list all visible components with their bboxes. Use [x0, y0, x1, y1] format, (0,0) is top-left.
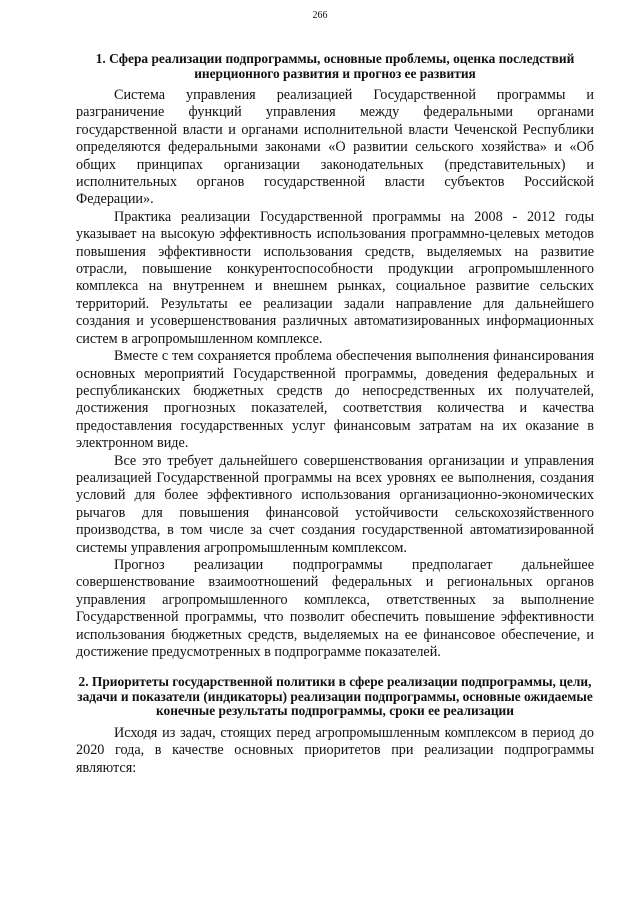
section-1-paragraph-4: Все это требует дальнейшего совершенствования организации и управления реализацией Государственной программы на всех уровнях ее выполнения, создания условий для более эффективного использования организационно-экономических рычагов для повышения финансовой устойчивости сельскохозяйственного производства, в том числе за счет создания государственной автоматизированной системы управления агропромышленным комплексом.	[76, 452, 594, 556]
section-2-paragraph-1: Исходя из задач, стоящих перед агропромышленным комплексом в период до 2020 года, в качестве основных приоритетов при реализации подпрограммы являются:	[76, 724, 594, 776]
section-1-paragraph-3: Вместе с тем сохраняется проблема обеспечения выполнения финансирования основных мероприятий Государственной программы, доведения федеральных и республиканских бюджетных средств до непосредственных их получателей, достижения прогнозных показателей, соответствия количества и качества предоставления государственных услуг финансовым затратам на их оказание в электронном виде.	[76, 348, 594, 452]
section-1-paragraph-5: Прогноз реализации подпрограммы предполагает дальнейшее совершенствование взаимоотношений федеральных и региональных органов управления агропромышленного комплекса, ответственных за выполнение Государственной программы, что позволит обеспечить повышение эффективности использования бюджетных средств, выделяемых на ее финансовое обеспечение, и достижение предусмотренных в подпрограмме показателей.	[76, 556, 594, 660]
section-1-paragraph-2: Практика реализации Государственной программы на 2008 - 2012 годы указывает на высокую эффективность использования программно-целевых методов повышения эффективности использования средств, выделяемых на развитие отрасли, повышение конкурентоспособности продукции агропромышленного комплекса на внутреннем и внешнем рынках, социальное развитие сельских территорий. Результаты ее реализации задали направление для дальнейшего создания и усовершенствования различных автоматизированных информационных систем в агропромышленном комплексе.	[76, 208, 594, 347]
section-1-paragraph-1: Система управления реализацией Государственной программы и разграничение функций управления между федеральными органами государственной власти и органами исполнительной власти Чеченской Республики определяются федеральными законами «О развитии сельского хозяйства» и «Об общих принципах организации законодательных (представительных) и исполнительных органов государственной власти субъектов Российской Федерации».	[76, 87, 594, 208]
page-number: 266	[312, 10, 328, 21]
section-2-heading: 2. Приоритеты государственной политики в сфере реализации подпрограммы, цели, задачи и показатели (индикаторы) реализации подпрограммы, основные ожидаемые конечные результаты подпрограммы, сроки ее реализации	[77, 674, 593, 719]
page-content	[76, 52, 594, 777]
section-1-heading: 1. Сфера реализации подпрограммы, основные проблемы, оценка последствий инерционного развития и прогноз ее развития	[95, 51, 575, 81]
